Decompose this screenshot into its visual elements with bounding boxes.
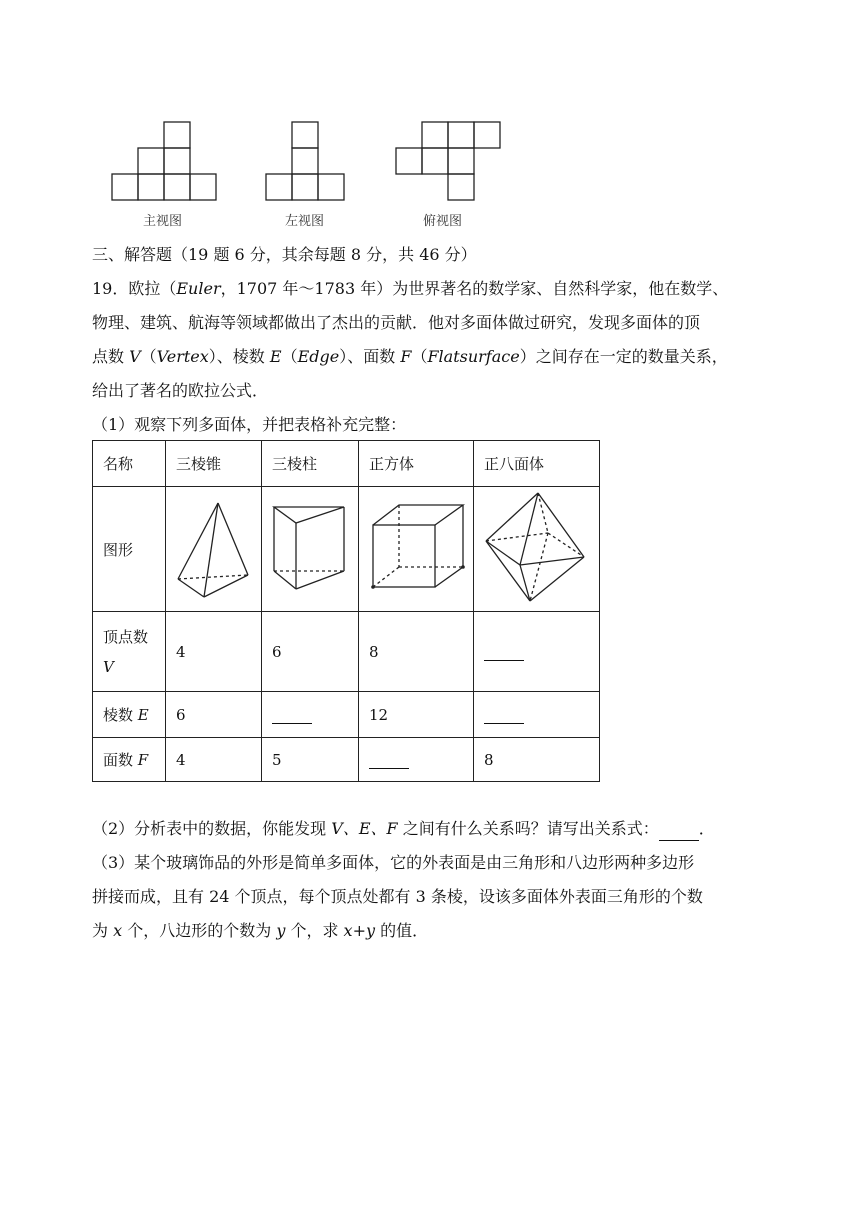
edge-label: 棱数 E xyxy=(93,692,166,738)
figure-label: 图形 xyxy=(93,487,166,612)
triangular-pyramid-icon xyxy=(166,487,260,607)
figure-cell xyxy=(166,487,262,612)
figure-cell xyxy=(474,487,600,612)
table-row-header xyxy=(93,441,600,487)
part-2-text: （2）分析表中的数据，你能发现 V、E、F 之间有什么关系吗？请写出关系式： ． xyxy=(92,817,715,841)
vertex-label: 顶点数 V xyxy=(93,612,166,692)
face-value: 8 xyxy=(474,738,600,782)
part-3-line-2: 拼接而成，且有 24 个顶点，每个顶点处都有 3 条棱，设该多面体外表面三角形的个数 xyxy=(92,887,703,906)
top-view-label: 俯视图 xyxy=(423,214,463,229)
answer-blank xyxy=(272,709,312,724)
three-views-drawing xyxy=(0,0,860,240)
edge-value: 12 xyxy=(359,692,474,738)
face-value: 5 xyxy=(262,738,359,782)
table-row-figure xyxy=(93,487,600,612)
problem-line-4: 给出了著名的欧拉公式． xyxy=(92,381,269,400)
part-1-text: （1）观察下列多面体，并把表格补充完整： xyxy=(92,415,407,434)
left-view-grid xyxy=(266,122,344,200)
face-label: 面数 F xyxy=(93,738,166,782)
edge-value: 6 xyxy=(166,692,262,738)
cube-icon xyxy=(359,487,473,607)
edge-answer-blank xyxy=(474,692,600,738)
table-header-cell: 三棱锥 xyxy=(166,441,262,487)
face-answer-blank xyxy=(359,738,474,782)
vertex-value: 8 xyxy=(359,612,474,692)
table-row-edges xyxy=(93,692,600,738)
vertex-answer-blank xyxy=(474,612,600,692)
three-views-figure xyxy=(0,0,860,240)
answer-blank xyxy=(484,646,524,661)
edge-answer-blank xyxy=(262,692,359,738)
section-heading: 三、解答题（19 题 6 分，其余每题 8 分，共 46 分） xyxy=(92,245,477,264)
problem-line-3: 点数 V（Vertex）、棱数 E（Edge）、面数 F（Flatsurface）之间存在一定的数量关系， xyxy=(92,347,728,366)
table-header-cell: 名称 xyxy=(93,441,166,487)
face-value: 4 xyxy=(166,738,262,782)
problem-line-2: 物理、建筑、航海等领域都做出了杰出的贡献．他对多面体做过研究，发现多面体的顶 xyxy=(92,313,701,332)
answer-blank xyxy=(659,824,699,841)
table-row-vertices xyxy=(93,612,600,692)
polyhedra-table xyxy=(92,440,600,782)
triangular-prism-icon xyxy=(262,487,358,607)
vertex-value: 4 xyxy=(166,612,262,692)
table-header-cell: 正八面体 xyxy=(474,441,600,487)
figure-cell xyxy=(359,487,474,612)
table-row-faces xyxy=(93,738,600,782)
figure-cell xyxy=(262,487,359,612)
part-3-line-1: （3）某个玻璃饰品的外形是简单多面体，它的外表面是由三角形和八边形两种多边形 xyxy=(92,853,695,872)
table-header-cell: 正方体 xyxy=(359,441,474,487)
regular-octahedron-icon xyxy=(474,487,599,607)
front-view-label: 主视图 xyxy=(143,214,183,229)
table-header-cell: 三棱柱 xyxy=(262,441,359,487)
part-3-line-3: 为 x 个，八边形的个数为 y 个，求 x+y 的值． xyxy=(92,921,429,940)
answer-blank xyxy=(369,754,409,769)
answer-blank xyxy=(484,709,524,724)
problem-line-1: 19．欧拉（Euler，1707 年～1783 年）为世界著名的数学家、自然科学家，他在数学、 xyxy=(92,279,729,298)
left-view-label: 左视图 xyxy=(285,214,325,229)
front-view-grid xyxy=(112,122,216,200)
vertex-value: 6 xyxy=(262,612,359,692)
top-view-grid xyxy=(396,122,500,200)
